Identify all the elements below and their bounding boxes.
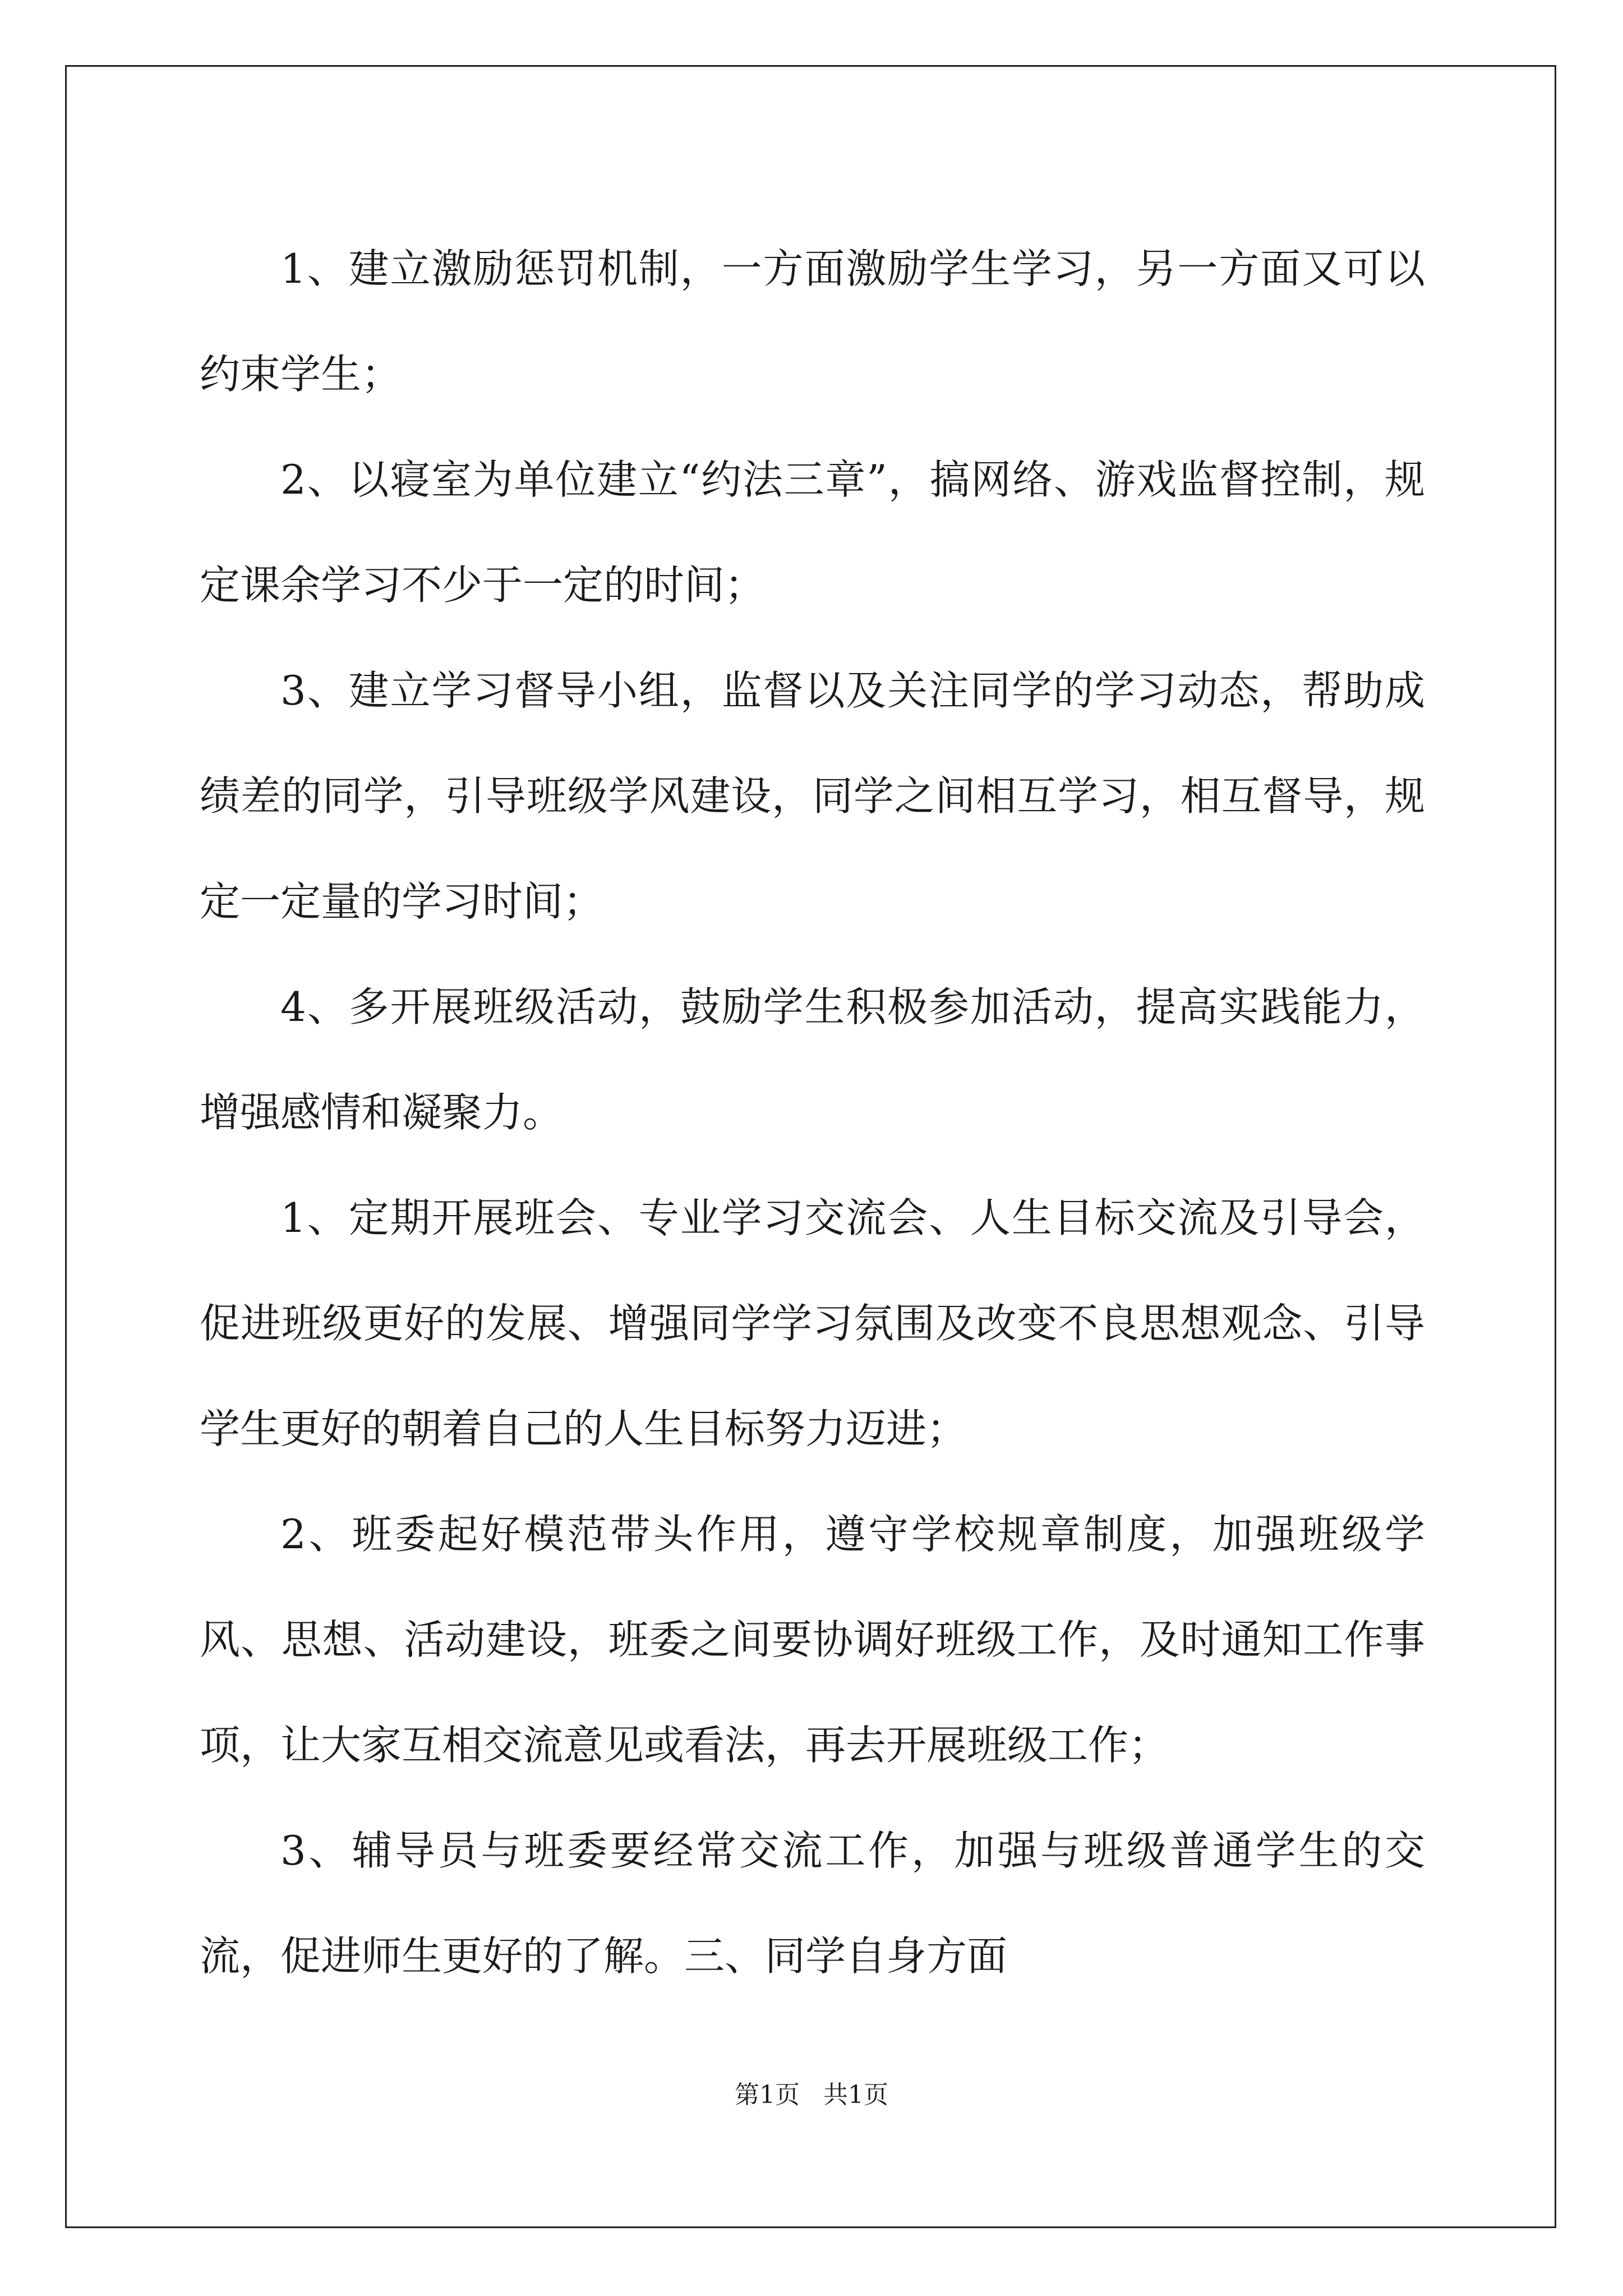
page-footer: [0, 2078, 1623, 2112]
paragraph-4: 4、多开展班级活动，鼓励学生积极参加活动，提高实践能力，增强感情和凝聚力。: [200, 983, 1425, 1136]
paragraph-7: 3、辅导员与班委要经常交流工作，加强与班级普通学生的交流，促进师生更好的了解。三、同学自身方面: [200, 1827, 1425, 1980]
paragraph-3: 3、建立学习督导小组，监督以及关注同学的学习动态，帮助成绩差的同学，引导班级学风建设，同学之间相互学习，相互督导，规定一定量的学习时间；: [200, 667, 1425, 925]
page-number-total: 共1页: [823, 2081, 888, 2109]
paragraph-1: 1、建立激励惩罚机制，一方面激励学生学习，另一方面又可以约束学生；: [200, 245, 1425, 398]
paragraph-5: 1、定期开展班会、专业学习交流会、人生目标交流及引导会，促进班级更好的发展、增强同学学习氛围及改变不良思想观念、引导学生更好的朝着自己的人生目标努力迈进；: [200, 1194, 1425, 1452]
paragraph-6: 2、班委起好模范带头作用，遵守学校规章制度，加强班级学风、思想、活动建设，班委之间要协调好班级工作，及时通知工作事项，让大家互相交流意见或看法，再去开展班级工作；: [200, 1511, 1425, 1769]
document-body: [200, 216, 1425, 2009]
paragraph-2: 2、以寝室为单位建立“约法三章”，搞网络、游戏监督控制，规定课余学习不少于一定的时间；: [200, 456, 1425, 609]
page-number-current: 第1页: [735, 2081, 800, 2109]
